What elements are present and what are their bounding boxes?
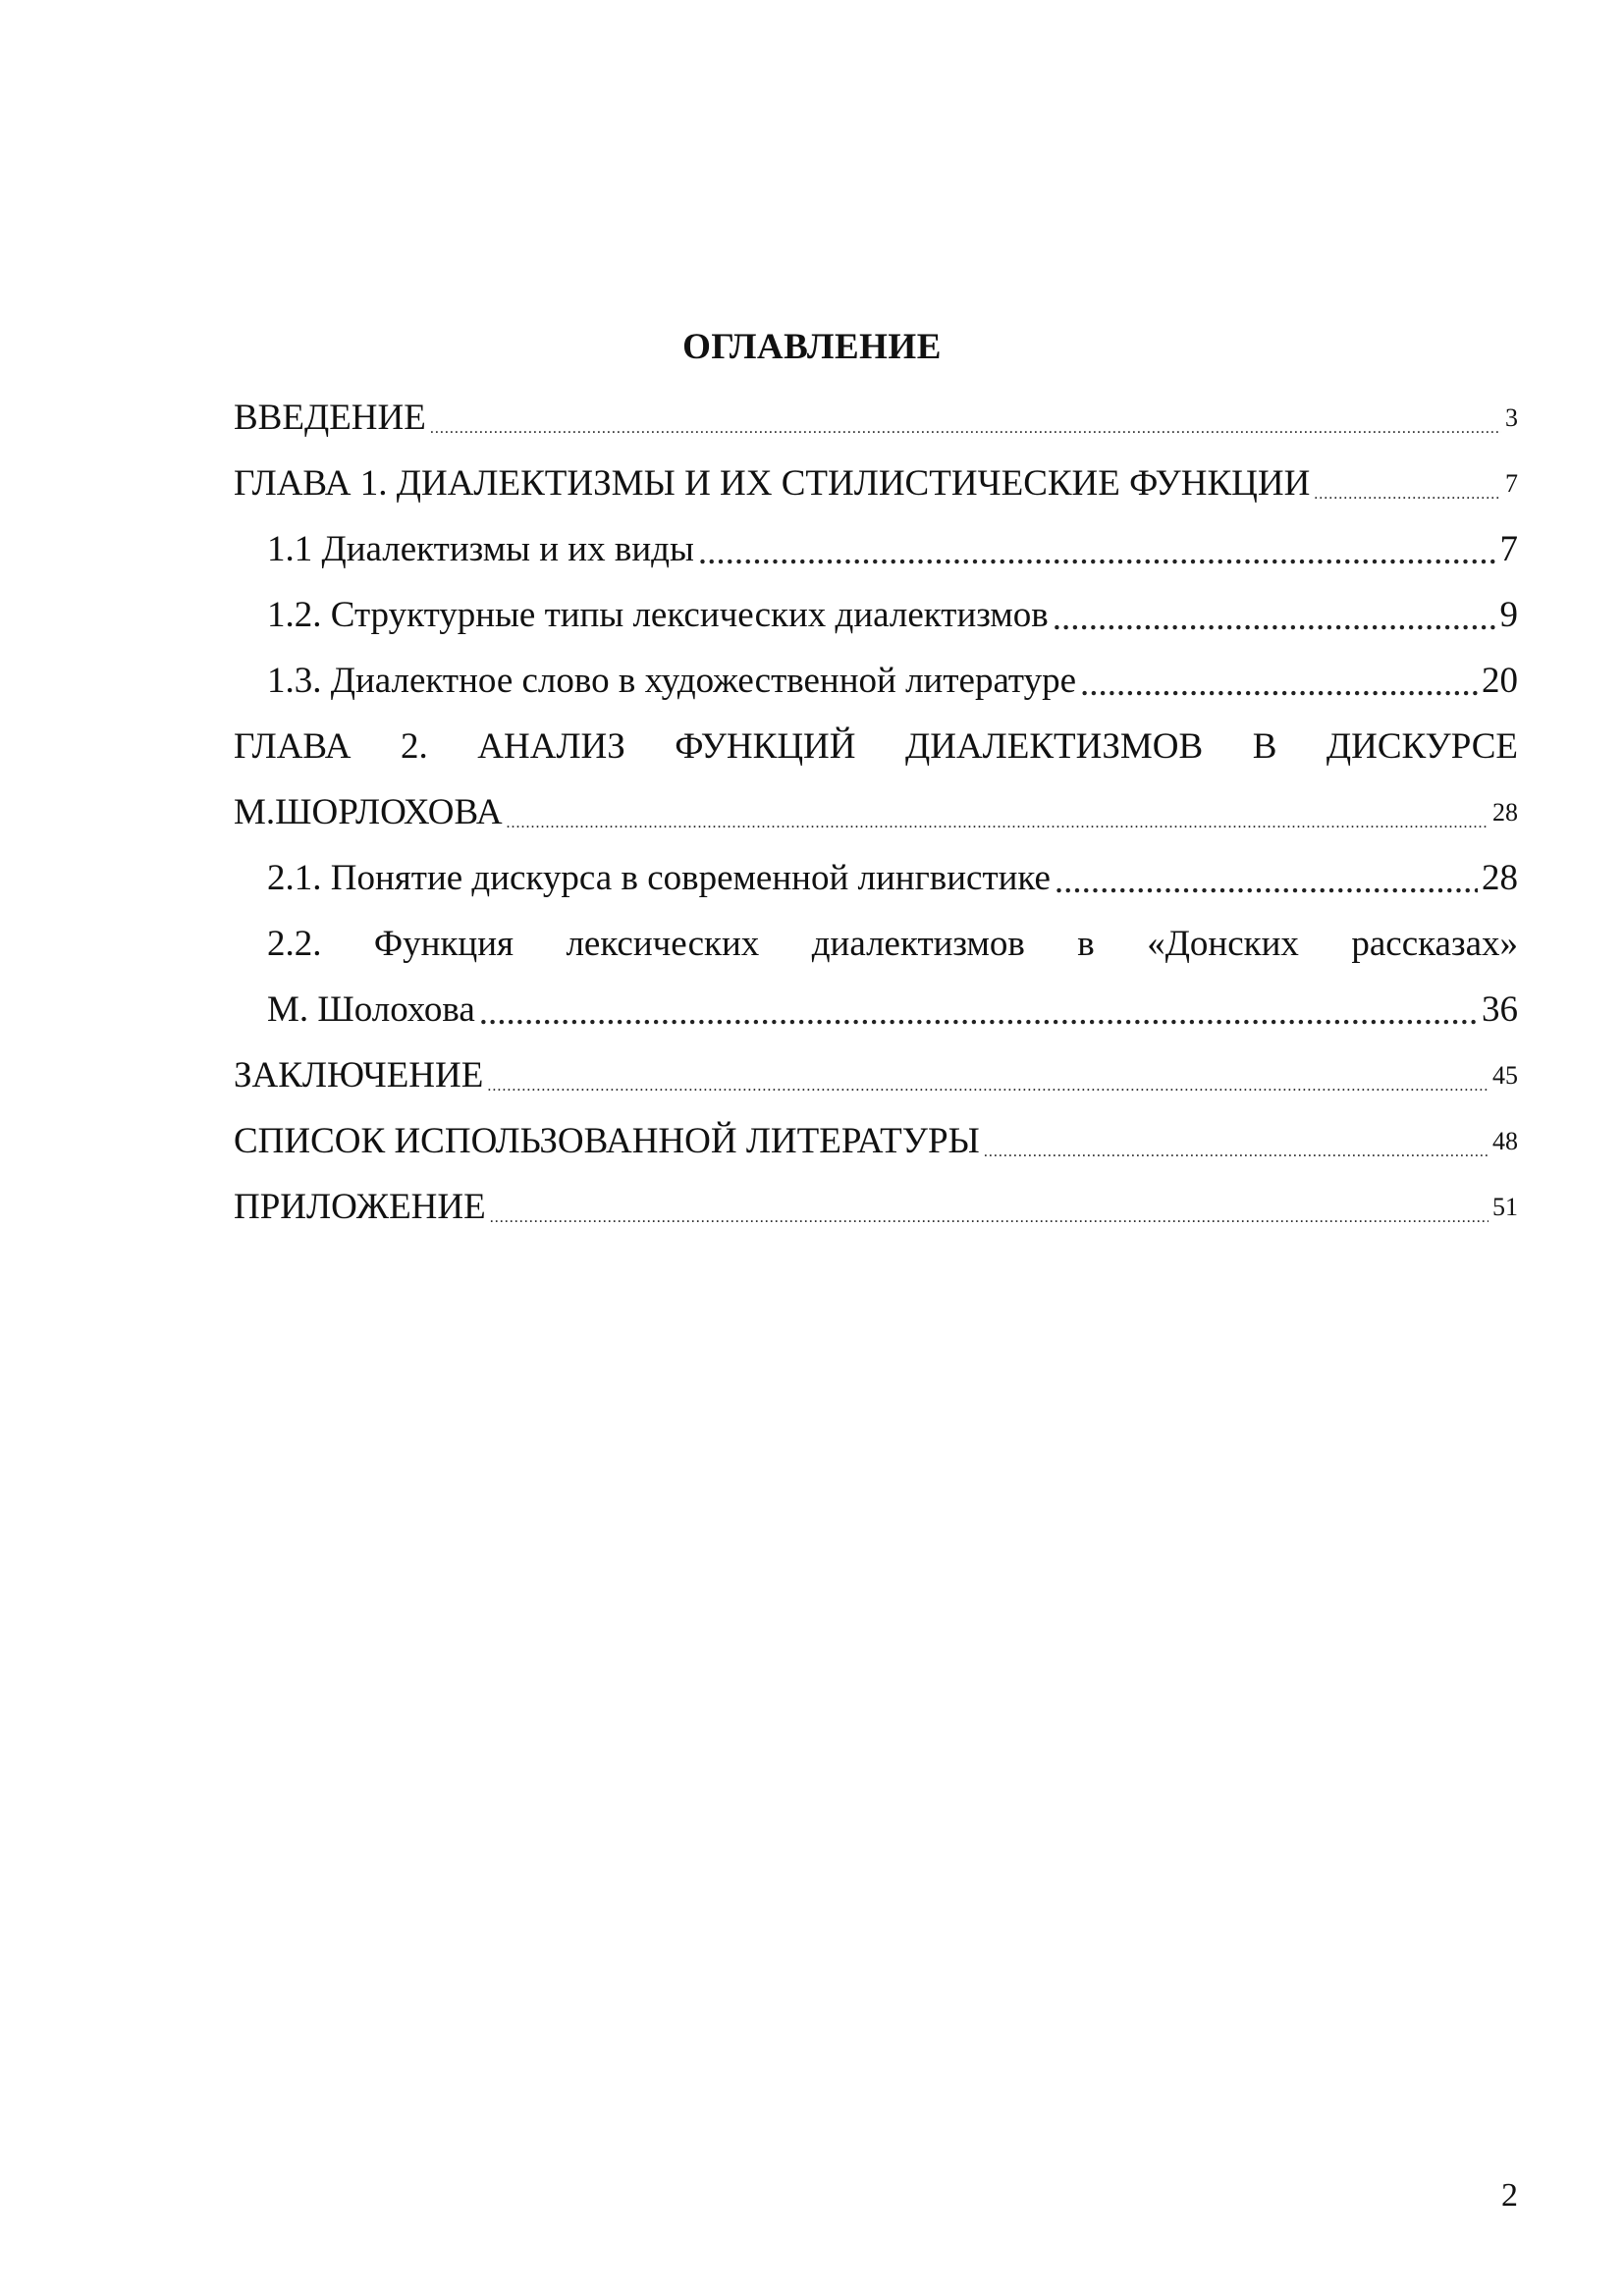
dot-leader xyxy=(1314,487,1501,516)
toc-entry-label: М.ШОРЛОХОВА xyxy=(234,792,503,832)
toc-entry-label: ГЛАВА 1. ДИАЛЕКТИЗМЫ И ИХ СТИЛИСТИЧЕСКИЕ ФУНКЦИИ xyxy=(234,463,1311,504)
toc-entry-section-2-2-line-1[interactable] xyxy=(234,911,1518,977)
toc-entry-label: 2.2. Функция лексических диалектизмов в «Донских рассказах» xyxy=(267,924,1518,964)
dot-leader xyxy=(490,1210,1489,1240)
toc-entry-label: 1.3. Диалектное слово в художественной литературе xyxy=(267,661,1077,701)
toc-entry-section-1-2[interactable] xyxy=(234,582,1518,648)
toc-entry-label: ЗАКЛЮЧЕНИЕ xyxy=(234,1055,484,1095)
toc-entry-label: ВВЕДЕНИЕ xyxy=(234,398,426,438)
toc-entry-page: 28 xyxy=(1492,797,1518,827)
dot-leader xyxy=(507,816,1489,845)
toc-entry-page: 3 xyxy=(1505,402,1518,432)
toc-entry-page: 45 xyxy=(1492,1060,1518,1090)
dot-leader xyxy=(1080,666,1478,714)
table-of-contents xyxy=(234,385,1518,1240)
toc-entry-page: 9 xyxy=(1499,595,1518,635)
toc-entry-page: 51 xyxy=(1492,1192,1518,1221)
toc-entry-section-1-1[interactable] xyxy=(234,516,1518,582)
toc-entry-conclusion[interactable] xyxy=(234,1042,1518,1108)
dot-leader xyxy=(487,1079,1489,1108)
toc-entry-label: 1.2. Структурные типы лексических диалектизмов xyxy=(267,595,1049,635)
toc-entry-page: 20 xyxy=(1482,661,1518,701)
dot-leader xyxy=(479,994,1478,1042)
toc-entry-chapter-1[interactable] xyxy=(234,451,1518,516)
toc-entry-page: 28 xyxy=(1482,858,1518,898)
toc-entry-introduction[interactable] xyxy=(234,385,1518,451)
toc-entry-chapter-2-line-2[interactable] xyxy=(234,779,1518,845)
toc-entry-label: 1.1 Диалектизмы и их виды xyxy=(267,529,694,569)
dot-leader xyxy=(430,421,1501,451)
toc-entry-page: 7 xyxy=(1505,468,1518,498)
dot-leader xyxy=(1053,600,1496,648)
page-number: 2 xyxy=(1501,2177,1518,2214)
toc-entry-label: М. Шолохова xyxy=(267,989,475,1030)
dot-leader xyxy=(984,1145,1489,1174)
toc-title: ОГЛАВЛЕНИЕ xyxy=(682,327,942,367)
dot-leader xyxy=(1055,863,1478,911)
toc-entry-appendix[interactable] xyxy=(234,1174,1518,1240)
toc-entry-section-1-3[interactable] xyxy=(234,648,1518,714)
toc-entry-section-2-1[interactable] xyxy=(234,845,1518,911)
toc-entry-label: ГЛАВА 2. АНАЛИЗ ФУНКЦИЙ ДИАЛЕКТИЗМОВ В ДИСКУРСЕ xyxy=(234,726,1518,767)
toc-entry-label: 2.1. Понятие дискурса в современной лингвистике xyxy=(267,858,1051,898)
toc-entry-label: СПИСОК ИСПОЛЬЗОВАННОЙ ЛИТЕРАТУРЫ xyxy=(234,1121,980,1161)
toc-entry-page: 48 xyxy=(1492,1126,1518,1155)
toc-entry-chapter-2-line-1[interactable] xyxy=(234,714,1518,779)
toc-entry-bibliography[interactable] xyxy=(234,1108,1518,1174)
toc-entry-section-2-2-line-2[interactable] xyxy=(234,977,1518,1042)
dot-leader xyxy=(698,534,1496,582)
toc-entry-page: 7 xyxy=(1499,529,1518,569)
toc-entry-label: ПРИЛОЖЕНИЕ xyxy=(234,1187,486,1227)
toc-entry-page: 36 xyxy=(1482,989,1518,1030)
